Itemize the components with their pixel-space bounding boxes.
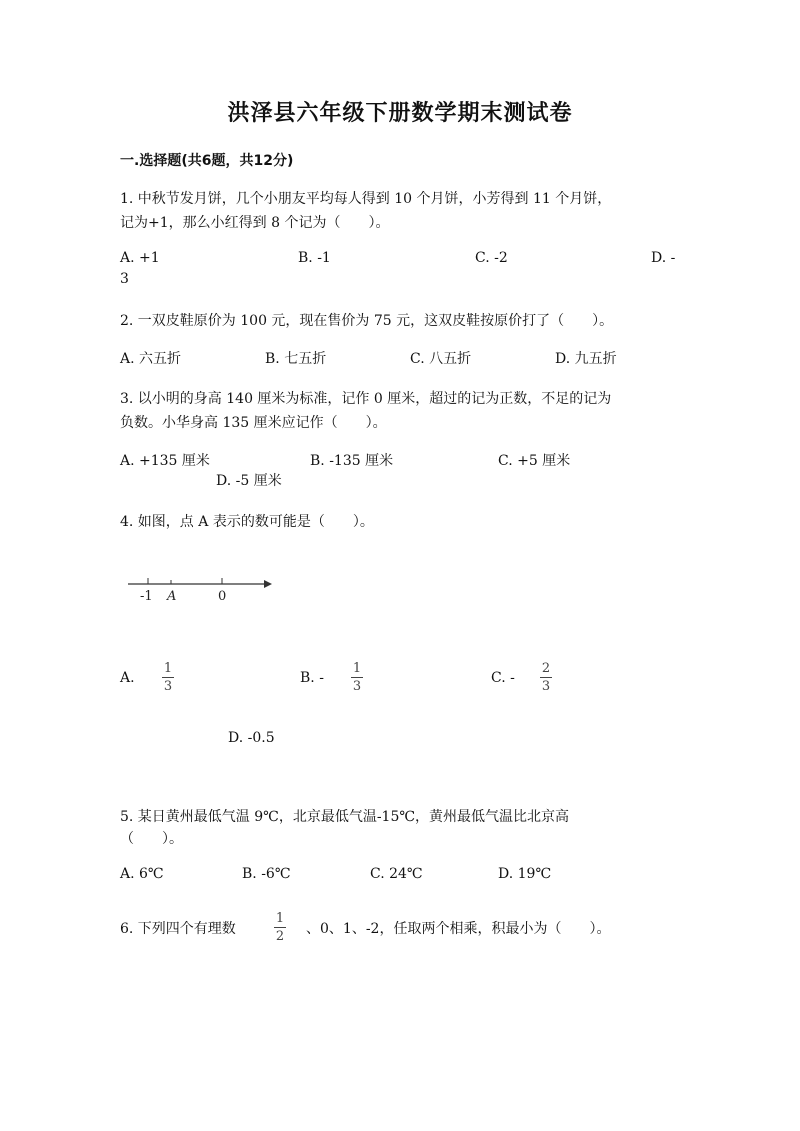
fraction-denominator: 3 bbox=[352, 679, 362, 694]
question-4-option-a-fraction bbox=[160, 661, 176, 694]
fraction-denominator: 2 bbox=[275, 929, 285, 944]
fraction-bar bbox=[274, 927, 286, 928]
question-3-option-d: D. -5 厘米 bbox=[216, 473, 282, 489]
fraction-bar bbox=[540, 677, 552, 678]
question-4-option-b-fraction bbox=[349, 661, 365, 694]
question-3-option-b: B. -135 厘米 bbox=[310, 453, 394, 469]
question-1-option-a: A. +1 bbox=[120, 250, 160, 266]
question-1-option-d-wrap: 3 bbox=[120, 271, 129, 287]
question-5-option-b: B. -6℃ bbox=[242, 866, 291, 882]
question-5-option-a: A. 6℃ bbox=[120, 866, 164, 882]
question-6-text-start: 6. 下列四个有理数 bbox=[120, 921, 236, 937]
question-3-option-c: C. +5 厘米 bbox=[498, 453, 571, 469]
question-2-option-a: A. 六五折 bbox=[120, 351, 182, 367]
fraction-bar bbox=[351, 677, 363, 678]
section-heading: 一.选择题(共6题，共12分) bbox=[120, 153, 294, 169]
label-zero: 0 bbox=[218, 589, 227, 604]
label-minus-one: -1 bbox=[140, 589, 153, 604]
question-4-option-c: C. - bbox=[491, 670, 515, 686]
number-line-figure bbox=[126, 572, 276, 606]
fraction-denominator: 3 bbox=[163, 679, 173, 694]
question-5-option-d: D. 19℃ bbox=[498, 866, 552, 882]
question-4-option-b: B. - bbox=[300, 670, 324, 686]
question-4-option-d: D. -0.5 bbox=[228, 730, 275, 746]
question-2-line-1: 2. 一双皮鞋原价为 100 元，现在售价为 75 元，这双皮鞋按原价打了（ ）。 bbox=[120, 313, 614, 329]
question-5-option-c: C. 24℃ bbox=[370, 866, 423, 882]
question-5-line-1: 5. 某日黄州最低气温 9℃，北京最低气温-15℃，黄州最低气温比北京高 bbox=[120, 809, 570, 825]
fraction-numerator: 1 bbox=[275, 911, 285, 926]
question-1-line-1: 1. 中秋节发月饼，几个小朋友平均每人得到 10 个月饼，小芳得到 11 个月饼， bbox=[120, 191, 612, 207]
question-4-option-c-fraction bbox=[538, 661, 554, 694]
question-3-line-2: 负数。小华身高 135 厘米应记作（ ）。 bbox=[120, 415, 387, 431]
question-2-option-c: C. 八五折 bbox=[410, 351, 472, 367]
question-3-line-1: 3. 以小明的身高 140 厘米为标准，记作 0 厘米，超过的记为正数，不足的记为 bbox=[120, 391, 612, 407]
question-1-option-c: C. -2 bbox=[475, 250, 508, 266]
question-1-line-2: 记为+1，那么小红得到 8 个记为（ ）。 bbox=[120, 215, 390, 231]
number-line-arrow bbox=[264, 580, 272, 588]
question-6-fraction bbox=[272, 911, 288, 944]
question-4-option-a: A. bbox=[120, 670, 135, 686]
question-1-option-d: D. - bbox=[651, 250, 676, 266]
question-5-line-2: （ ）。 bbox=[120, 831, 183, 847]
question-2-option-b: B. 七五折 bbox=[265, 351, 327, 367]
question-1-option-b: B. -1 bbox=[298, 250, 331, 266]
question-6-text-end: 、0、1、-2，任取两个相乘，积最小为（ ）。 bbox=[306, 921, 611, 937]
question-3-option-a: A. +135 厘米 bbox=[120, 453, 210, 469]
label-point-a: A bbox=[167, 589, 177, 604]
question-2-option-d: D. 九五折 bbox=[555, 351, 617, 367]
fraction-denominator: 3 bbox=[541, 679, 551, 694]
question-4-line-1: 4. 如图，点 A 表示的数可能是（ ）。 bbox=[120, 514, 374, 530]
exam-title: 洪泽县六年级下册数学期末测试卷 bbox=[227, 101, 573, 126]
fraction-numerator: 1 bbox=[352, 661, 362, 676]
fraction-bar bbox=[162, 677, 174, 678]
fraction-numerator: 2 bbox=[541, 661, 551, 676]
fraction-numerator: 1 bbox=[163, 661, 173, 676]
